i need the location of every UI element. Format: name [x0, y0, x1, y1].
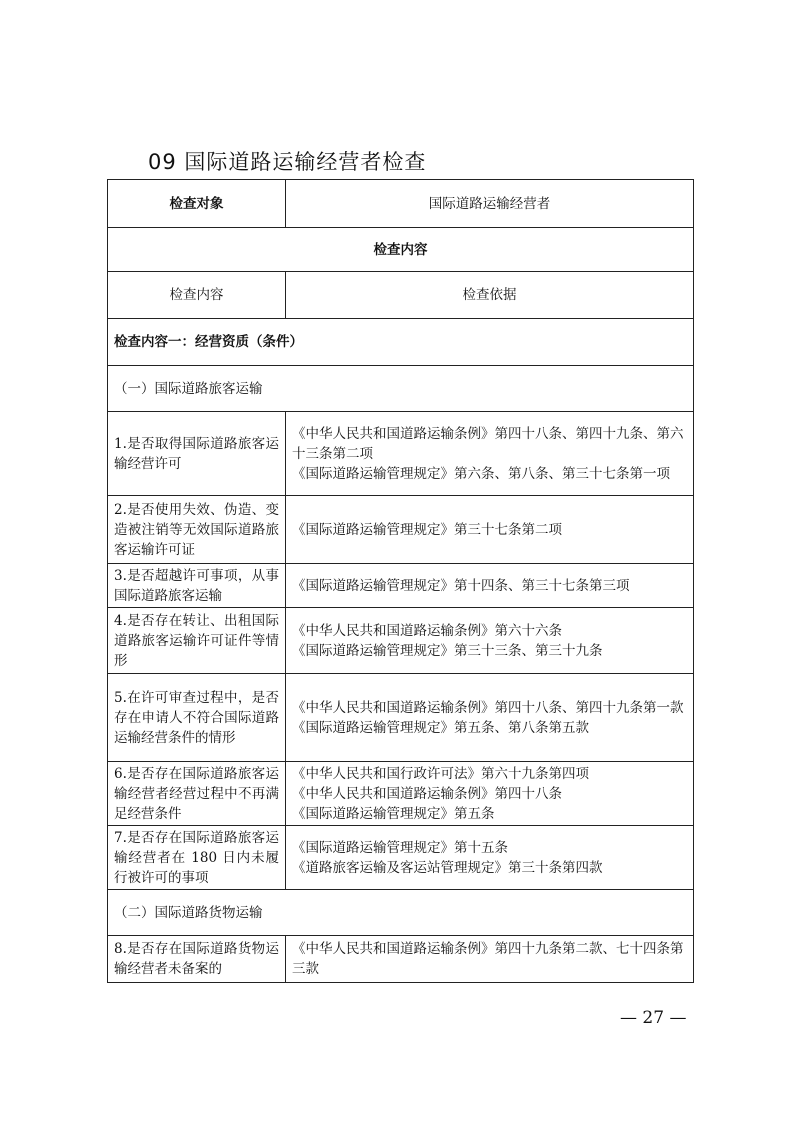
column-header-row [108, 272, 694, 319]
basis-line: 《中华人民共和国道路运输条例》第四十八条 [292, 785, 562, 802]
check-item: 1.是否取得国际道路旅客运输经营许可 [108, 412, 286, 496]
basis-line: 《国际道路运输管理规定》第五条、第八条第五款 [292, 719, 589, 736]
check-basis [286, 412, 694, 496]
subsection-label: （一）国际道路旅客运输 [108, 366, 694, 412]
check-item: 5.在许可审查过程中，是否存在申请人不符合国际道路运输经营条件的情形 [108, 674, 286, 762]
check-item: 3.是否超越许可事项，从事国际道路旅客运输 [108, 564, 286, 608]
content-heading: 检查内容 [108, 228, 694, 272]
basis-line: 《国际道路运输管理规定》第十五条 [292, 839, 508, 856]
basis-line: 《国际道路运输管理规定》第三十三条、第三十九条 [292, 642, 603, 659]
subsection-row [108, 890, 694, 936]
object-row [108, 180, 694, 228]
basis-line: 《中华人民共和国道路运输条例》第四十九条第二款、七十四条第三款 [292, 941, 684, 977]
content-heading-row [108, 228, 694, 272]
document-title: 09 国际道路运输经营者检查 [148, 150, 427, 174]
check-item: 8.是否存在国际道路货物运输经营者未备案的 [108, 936, 286, 983]
basis-line: 《国际道路运输管理规定》第三十七条第二项 [292, 521, 562, 538]
basis-line: 《国际道路运输管理规定》第五条 [292, 805, 495, 822]
check-item: 7.是否存在国际道路旅客运输经营者在 180 日内未履行被许可的事项 [108, 826, 286, 890]
object-value: 国际道路运输经营者 [286, 180, 694, 228]
basis-line: 《中华人民共和国道路运输条例》第四十八条、第四十九条、第六十三条第二项 [292, 425, 684, 462]
basis-line: 《道路旅客运输及客运站管理规定》第三十条第四款 [292, 859, 603, 876]
basis-line: 《国际道路运输管理规定》第十四条、第三十七条第三项 [292, 577, 630, 594]
subsection-label: （二）国际道路货物运输 [108, 890, 694, 936]
object-label: 检查对象 [108, 180, 286, 228]
check-basis [286, 608, 694, 674]
check-basis [286, 826, 694, 890]
table-row [108, 564, 694, 608]
table-row [108, 608, 694, 674]
page-number: — 27 — [620, 1008, 687, 1028]
subsection-row [108, 366, 694, 412]
check-basis [286, 564, 694, 608]
basis-line: 《中华人民共和国道路运输条例》第四十八条、第四十九条第一款 [292, 699, 684, 716]
check-basis [286, 674, 694, 762]
basis-line: 《中华人民共和国行政许可法》第六十九条第四项 [292, 765, 589, 782]
inspection-table [107, 179, 694, 983]
check-basis [286, 936, 694, 983]
check-basis [286, 496, 694, 564]
section-label: 检查内容一：经营资质（条件） [108, 319, 694, 366]
table-row [108, 762, 694, 826]
check-basis [286, 762, 694, 826]
basis-line: 《国际道路运输管理规定》第六条、第八条、第三十七条第一项 [292, 465, 670, 482]
section-row [108, 319, 694, 366]
check-item: 4.是否存在转让、出租国际道路旅客运输许可证件等情形 [108, 608, 286, 674]
col-basis-header: 检查依据 [286, 272, 694, 319]
table-row [108, 826, 694, 890]
table-row [108, 496, 694, 564]
col-content-header: 检查内容 [108, 272, 286, 319]
check-item: 2.是否使用失效、伪造、变造被注销等无效国际道路旅客运输许可证 [108, 496, 286, 564]
table-row [108, 936, 694, 983]
check-item: 6.是否存在国际道路旅客运输经营者经营过程中不再满足经营条件 [108, 762, 286, 826]
table-row [108, 674, 694, 762]
table-row [108, 412, 694, 496]
basis-line: 《中华人民共和国道路运输条例》第六十六条 [292, 622, 562, 639]
